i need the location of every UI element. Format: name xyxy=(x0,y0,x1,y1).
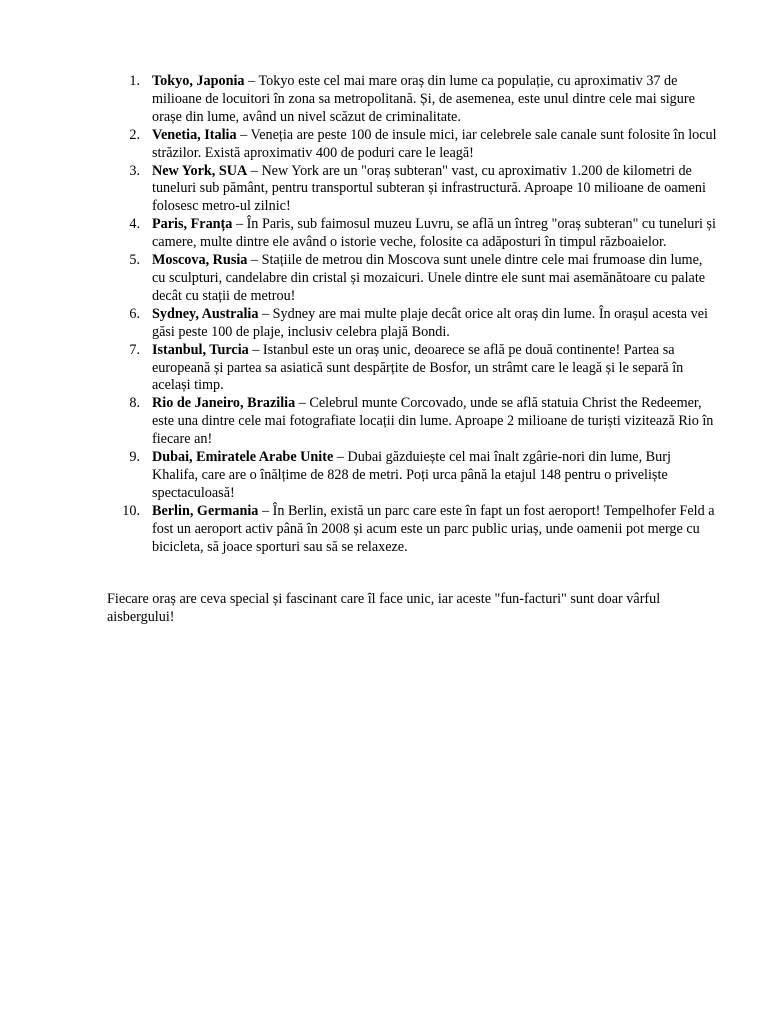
list-item-number: 3. xyxy=(129,162,140,179)
list-item xyxy=(107,503,717,557)
list-item-number: 2. xyxy=(129,126,140,143)
list-item-text: În Berlin, există un parc care este în fapt un fost aeroport! Tempelhofer Feld a fost un aeroport activ până în 2008 și acum este un parc public uriaș, unde oamenii pot merge cu bicicleta, să joace sporturi sau să se relaxeze. xyxy=(152,502,715,555)
city-facts-list xyxy=(107,73,717,556)
list-item-title: Berlin, Germania xyxy=(152,502,259,519)
list-item-separator: – xyxy=(248,341,263,358)
list-item-title: Sydney, Australia xyxy=(152,305,259,322)
list-item-text: New York are un "oraș subteran" vast, cu aproximativ 1.200 de kilometri de tuneluri sub pământ, pentru transportul subteran și infrastructură. Aproape 10 milioane de oameni folosesc metro-ul zilnic! xyxy=(152,162,706,215)
list-item-text: Sydney are mai multe plaje decât orice alt oraș din lume. În orașul acesta vei găsi peste 100 de plaje, inclusiv celebra plajă Bondi. xyxy=(152,305,708,340)
list-item-number: 9. xyxy=(129,449,140,466)
list-item-text: În Paris, sub faimosul muzeu Luvru, se află un întreg "oraș subteran" cu tuneluri și camere, multe dintre ele având o istorie veche, folosite ca adăposturi în timpul războaielor. xyxy=(152,216,716,251)
list-item xyxy=(107,342,717,396)
list-item-text: Istanbul este un oraș unic, deoarece se află pe două continente! Partea sa europeană și partea sa asiatică sunt despărțite de Bosfor, un strâmt care le leagă și le separă în același timp. xyxy=(152,341,684,394)
list-item xyxy=(107,73,717,127)
list-item-separator: – xyxy=(247,162,262,179)
list-item-separator: – xyxy=(247,252,262,269)
list-item-title: Paris, Franța xyxy=(152,216,233,233)
list-item xyxy=(107,306,717,342)
list-item xyxy=(107,216,717,252)
list-item-number: 7. xyxy=(129,341,140,358)
list-item-number: 10. xyxy=(122,502,140,519)
list-item-separator: – xyxy=(333,449,348,466)
list-item-number: 6. xyxy=(129,305,140,322)
list-item-title: Venetia, Italia xyxy=(152,126,237,143)
list-item-text: Celebrul munte Corcovado, unde se află statuia Christ the Redeemer, este una dintre cele mai fotografiate locații din lume. Aproape 2 milioane de turiști vizitează Rio în fiecare an! xyxy=(152,395,714,448)
list-item-separator: – xyxy=(295,395,310,412)
list-item-separator: – xyxy=(236,126,251,143)
list-item xyxy=(107,449,717,503)
list-item-separator: – xyxy=(258,305,273,322)
list-item-text: Tokyo este cel mai mare oraș din lume ca populație, cu aproximativ 37 de milioane de locuitori în zona sa metropolitană. Și, de asemenea, este unul dintre cele mai sigure orașe din lume, având un nivel scăzut de criminalitate. xyxy=(152,73,695,125)
list-item-title: Moscova, Rusia xyxy=(152,252,248,269)
list-item-number: 8. xyxy=(129,395,140,412)
list-item xyxy=(107,163,717,217)
list-item-text: Dubai găzduiește cel mai înalt zgârie-nori din lume, Burj Khalifa, care are o înălțime de 828 de metri. Poți urca până la etajul 148 pentru o priveliște spectaculoasă! xyxy=(152,449,671,501)
list-item-number: 4. xyxy=(129,216,140,233)
list-item-text: Veneția are peste 100 de insule mici, iar celebrele sale canale sunt folosite în locul străzilor. Există aproximativ 400 de poduri care le leagă! xyxy=(152,126,717,161)
list-item-text: Stațiile de metrou din Moscova sunt unele dintre cele mai frumoase din lume, cu sculpturi, candelabre din cristal și mozaicuri. Unele dintre ele sunt mai asemănătoare cu palate decât cu stații de metrou! xyxy=(152,252,706,304)
list-item-separator: – xyxy=(258,502,273,519)
list-item-separator: – xyxy=(244,73,259,89)
list-item-title: Tokyo, Japonia xyxy=(152,73,245,89)
list-item xyxy=(107,395,717,449)
list-item xyxy=(107,127,717,163)
list-item-title: Rio de Janeiro, Brazilia xyxy=(152,395,296,412)
list-item xyxy=(107,252,717,306)
closing-paragraph: Fiecare oraș are ceva special și fascinant care îl face unic, iar aceste "fun-facturi" sunt doar vârful aisbergului! xyxy=(107,591,661,625)
list-item-title: Dubai, Emiratele Arabe Unite xyxy=(152,449,334,466)
list-item-title: Istanbul, Turcia xyxy=(152,341,249,358)
list-item-number: 5. xyxy=(129,252,140,269)
list-item-title: New York, SUA xyxy=(152,162,248,179)
list-item-separator: – xyxy=(232,216,247,233)
list-item-number: 1. xyxy=(129,73,140,89)
